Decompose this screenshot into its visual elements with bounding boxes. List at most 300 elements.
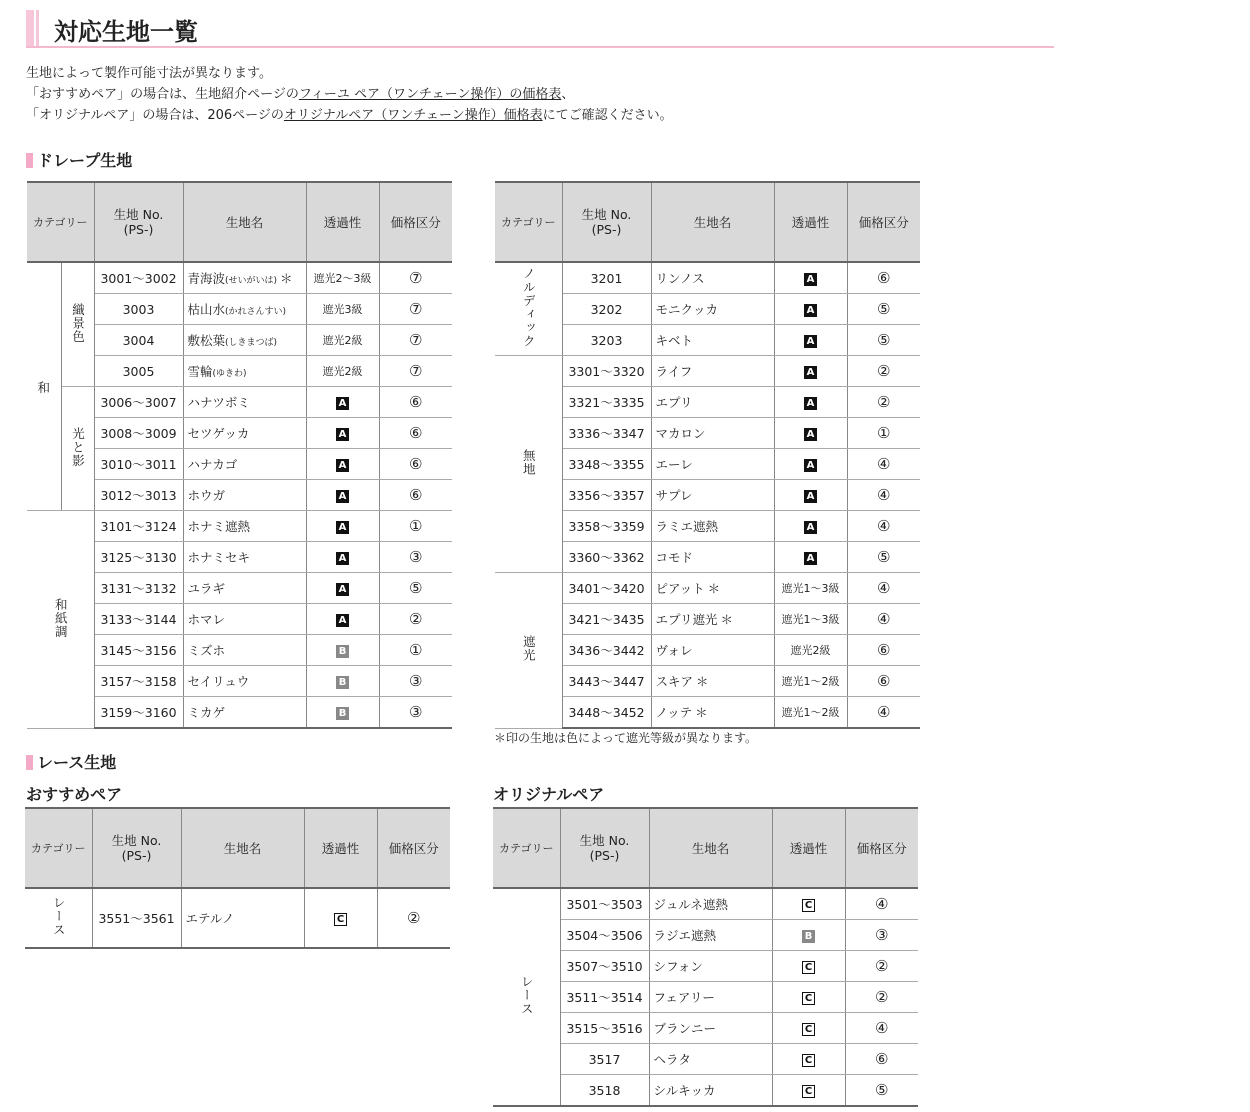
transmittance-badge-c: C [802, 899, 815, 912]
fabric-name [649, 982, 772, 1013]
transmittance [306, 387, 379, 418]
header-category-text: カテゴリー [30, 842, 86, 855]
fabric-name-kana: (せいがいは) [225, 276, 278, 286]
price-class-value: ② [875, 957, 889, 975]
transmittance-badge-a: A [336, 459, 349, 472]
transmittance-badge-a: A [804, 459, 817, 472]
price-class-value: ⑦ [409, 300, 423, 318]
fabric-name [183, 449, 306, 480]
transmittance [306, 418, 379, 449]
fabric-name-text: 敷松葉 [187, 333, 226, 348]
transmittance [306, 697, 379, 729]
fabric-name-text: リンノス [655, 271, 705, 286]
header-category [495, 182, 562, 262]
transmittance-badge-c: C [802, 1023, 815, 1036]
fabric-name [183, 325, 306, 356]
category-lace-text: レース [51, 896, 67, 937]
fabric-no: 3321～3335 [562, 387, 651, 418]
drape-table-left [27, 181, 452, 729]
intro-line-1: 生地によって製作可能寸法が異なります。 [26, 66, 272, 81]
fabric-name-text: コモド [655, 550, 694, 565]
transmittance [774, 294, 847, 325]
price-class [847, 511, 920, 542]
transmittance [774, 666, 847, 697]
title-bar [26, 10, 1054, 48]
price-class-value: ④ [877, 486, 891, 504]
intro-line-3-text: 「オリジナルペア」の場合は、206ページの [26, 108, 284, 123]
fabric-name-text: シルキッカ [653, 1083, 716, 1098]
price-class [845, 982, 918, 1013]
transmittance [772, 920, 845, 951]
fabric-name [649, 1075, 772, 1107]
fabric-no: 3511～3514 [560, 982, 649, 1013]
subcategory-shokkei-text: 織景色 [70, 302, 86, 344]
transmittance [306, 604, 379, 635]
header-name: 生地名 [181, 808, 304, 888]
fabric-name [183, 387, 306, 418]
price-class-value: ③ [875, 926, 889, 944]
fabric-name [651, 511, 774, 542]
fabric-no: 3336～3347 [562, 418, 651, 449]
fabric-name [651, 635, 774, 666]
table-row [495, 573, 920, 604]
fabric-no: 3010～3011 [94, 449, 183, 480]
fabric-name-text: エプリ [655, 395, 693, 410]
category-muji [495, 356, 562, 573]
fabric-no: 3003 [94, 294, 183, 325]
fabric-no: 3008～3009 [94, 418, 183, 449]
fabric-name [649, 920, 772, 951]
fabric-no: 3551～3561 [92, 888, 181, 948]
price-class [379, 387, 452, 418]
fabric-name-text: スキア [655, 674, 694, 689]
price-class [847, 418, 920, 449]
category-muji-text: 無地 [521, 449, 537, 476]
transmittance-badge-a: A [804, 552, 817, 565]
fabric-name [183, 480, 306, 511]
feel-pair-price-link[interactable]: フィーユ ペア（ワンチェーン操作）の価格表 [298, 87, 562, 102]
transmittance-badge-c: C [802, 1085, 815, 1098]
original-table [493, 807, 918, 1107]
fabric-no: 3201 [562, 262, 651, 294]
price-class-value: ⑥ [875, 1050, 889, 1068]
fabric-name [183, 262, 306, 294]
price-class [379, 635, 452, 666]
fabric-name [183, 666, 306, 697]
price-class [847, 449, 920, 480]
category-washi [27, 511, 94, 729]
fabric-name [183, 294, 306, 325]
transmittance-badge-a: A [336, 397, 349, 410]
fabric-no: 3133～3144 [94, 604, 183, 635]
transmittance-badge-a: A [804, 366, 817, 379]
fabric-name-text: エプリ遮光 [655, 612, 718, 627]
table-row [27, 262, 452, 294]
transmittance [306, 325, 379, 356]
transmittance-text: 遮光2～3級 [313, 272, 372, 285]
header-no-line2: (PS-) [121, 848, 152, 863]
fabric-name [651, 697, 774, 729]
fabric-name-text: ラミエ遮熱 [655, 519, 719, 534]
transmittance [774, 542, 847, 573]
transmittance [772, 982, 845, 1013]
fabric-name [183, 697, 306, 729]
fabric-name [651, 387, 774, 418]
transmittance [772, 951, 845, 982]
price-class [379, 418, 452, 449]
original-pair-price-link[interactable]: オリジナルペア（ワンチェーン操作）価格表 [283, 108, 543, 123]
fabric-no: 3157～3158 [94, 666, 183, 697]
price-class-value: ⑤ [877, 331, 891, 349]
transmittance-badge-c: C [802, 961, 815, 974]
price-class-value: ⑥ [877, 672, 891, 690]
fabric-name [651, 325, 774, 356]
fabric-no: 3301～3320 [562, 356, 651, 387]
category-wa-text: 和 [37, 379, 50, 395]
table-row [27, 511, 452, 542]
header-name: 生地名 [651, 182, 774, 262]
fabric-no: 3001～3002 [94, 262, 183, 294]
fabric-name [651, 480, 774, 511]
fabric-name-text: エーレ [655, 457, 693, 472]
price-class-value: ④ [875, 895, 889, 913]
header-no [560, 808, 649, 888]
header-no-line2: (PS-) [123, 222, 154, 237]
table-row [493, 888, 918, 920]
transmittance [306, 542, 379, 573]
price-class [847, 387, 920, 418]
fabric-name-text: 雪輪 [187, 364, 213, 379]
header-transmittance: 透過性 [304, 808, 377, 888]
intro-line-2-end: 、 [561, 87, 575, 102]
intro-text [26, 63, 673, 126]
price-class-value: ⑤ [409, 579, 423, 597]
transmittance-badge-b: B [802, 930, 815, 943]
fabric-no: 3443～3447 [562, 666, 651, 697]
price-class [847, 604, 920, 635]
price-class-value: ④ [877, 703, 891, 721]
fabric-name-text: サプレ [655, 488, 693, 503]
fabric-name-text: フェアリー [653, 990, 715, 1005]
header-no-line1: 生地 No. [111, 833, 162, 848]
fabric-name [183, 356, 306, 387]
star-mark: ＊ [720, 612, 734, 627]
transmittance [772, 1044, 845, 1075]
transmittance-text: 遮光2級 [790, 644, 831, 657]
transmittance-badge-a: A [336, 583, 349, 596]
category-nordic-text: ノルディック [521, 267, 537, 348]
header-category [27, 182, 94, 262]
transmittance-badge-a: A [804, 397, 817, 410]
price-class [379, 542, 452, 573]
header-category-text: カテゴリー [498, 842, 554, 855]
transmittance [774, 387, 847, 418]
transmittance [774, 356, 847, 387]
fabric-no: 3515～3516 [560, 1013, 649, 1044]
price-class-value: ② [409, 610, 423, 628]
price-class [379, 511, 452, 542]
fabric-name [651, 604, 774, 635]
category-washi-text: 和紙調 [53, 597, 69, 638]
transmittance [306, 635, 379, 666]
fabric-name [651, 294, 774, 325]
header-name: 生地名 [649, 808, 772, 888]
category-wa [27, 262, 61, 511]
subcategory-shokkei [61, 262, 94, 387]
table-row [27, 387, 452, 418]
fabric-name-text: ミカゲ [187, 705, 226, 720]
category-nordic [495, 262, 562, 356]
transmittance-badge-a: A [804, 521, 817, 534]
fabric-name-text: シフォン [653, 959, 703, 974]
page-title: 対応生地一覧 [54, 18, 198, 46]
fabric-name-text: 枯山水 [187, 302, 226, 317]
fabric-name-text: ノッテ [655, 705, 693, 720]
transmittance [304, 888, 377, 948]
fabric-no: 3125～3130 [94, 542, 183, 573]
header-price: 価格区分 [847, 182, 920, 262]
transmittance-badge-c: C [802, 1054, 815, 1067]
header-category [493, 808, 560, 888]
lace-heading [26, 750, 116, 773]
fabric-no: 3348～3355 [562, 449, 651, 480]
header-price: 価格区分 [845, 808, 918, 888]
price-class [847, 542, 920, 573]
price-class-value: ② [875, 988, 889, 1006]
category-lace-text: レース [519, 975, 535, 1016]
category-shako [495, 573, 562, 729]
fabric-name-text: ホウガ [187, 488, 226, 503]
price-class [847, 697, 920, 729]
fabric-name [183, 604, 306, 635]
transmittance-badge-c: C [802, 992, 815, 1005]
fabric-name-text: ホナミ遮熱 [187, 519, 251, 534]
fabric-no: 3159～3160 [94, 697, 183, 729]
header-price: 価格区分 [379, 182, 452, 262]
price-class-value: ⑤ [877, 300, 891, 318]
price-class [847, 356, 920, 387]
fabric-name-text: ミズホ [187, 643, 226, 658]
fabric-name [181, 888, 304, 948]
header-category-text: カテゴリー [32, 216, 88, 229]
price-class [845, 1013, 918, 1044]
intro-line-2 [26, 84, 673, 105]
price-class-value: ③ [409, 548, 423, 566]
title-accent [26, 10, 34, 46]
transmittance-badge-a: A [804, 304, 817, 317]
price-class-value: ① [877, 424, 891, 442]
fabric-name [651, 262, 774, 294]
transmittance [774, 262, 847, 294]
fabric-name-text: ハナツボミ [187, 395, 250, 410]
drape-heading-text: ドレープ生地 [37, 151, 133, 170]
fabric-no: 3101～3124 [94, 511, 183, 542]
fabric-name-text: ブランニー [653, 1021, 717, 1036]
fabric-no: 3356～3357 [562, 480, 651, 511]
transmittance-text: 遮光2級 [322, 334, 363, 347]
fabric-no: 3518 [560, 1075, 649, 1107]
fabric-name [651, 356, 774, 387]
table-row [495, 356, 920, 387]
transmittance [774, 480, 847, 511]
price-class-value: ③ [409, 703, 423, 721]
transmittance-badge-c: C [334, 913, 347, 926]
price-class-value: ④ [877, 517, 891, 535]
category-lace [493, 888, 560, 1106]
title-accent-thin [36, 10, 39, 46]
transmittance-text: 遮光1～3級 [781, 613, 840, 626]
intro-line-3-end: にてご確認ください。 [542, 108, 673, 123]
fabric-name-text: ユラギ [187, 581, 226, 596]
transmittance-text: 遮光1～2級 [781, 706, 840, 719]
price-class [847, 262, 920, 294]
transmittance [306, 262, 379, 294]
fabric-name-text: ライフ [655, 364, 693, 379]
fabric-name-text: キベト [655, 333, 694, 348]
star-mark: ＊ [696, 674, 709, 689]
price-class [379, 666, 452, 697]
fabric-name-text: ヴォレ [655, 643, 693, 658]
transmittance-badge-b: B [336, 645, 349, 658]
fabric-name-text: ホマレ [187, 612, 226, 627]
subcategory-hikari [61, 387, 94, 511]
fabric-name [649, 888, 772, 920]
star-mark: ＊ [280, 271, 293, 286]
price-class [845, 1044, 918, 1075]
fabric-name-kana: (かれさんすい) [225, 307, 287, 317]
fabric-name [183, 542, 306, 573]
fabric-no: 3501～3503 [560, 888, 649, 920]
lace-heading-text: レース生地 [37, 753, 117, 772]
subcategory-hikari-text: 光と影 [70, 426, 86, 468]
price-class [847, 480, 920, 511]
price-class [845, 920, 918, 951]
header-no [92, 808, 181, 888]
price-class-value: ② [877, 362, 891, 380]
price-class-value: ⑦ [409, 269, 423, 287]
price-class [377, 888, 450, 948]
header-category [25, 808, 92, 888]
price-class-value: ⑦ [409, 362, 423, 380]
transmittance-badge-a: A [336, 614, 349, 627]
price-class-value: ⑥ [409, 455, 423, 473]
price-class [845, 1075, 918, 1107]
header-no [94, 182, 183, 262]
osusume-heading: おすすめペア [26, 785, 123, 804]
price-class [379, 604, 452, 635]
transmittance [306, 294, 379, 325]
star-mark: ＊ [707, 581, 721, 596]
fabric-name-text: マカロン [655, 426, 706, 441]
fabric-no: 3436～3442 [562, 635, 651, 666]
price-class [847, 325, 920, 356]
price-class [379, 573, 452, 604]
price-class-value: ② [407, 909, 421, 927]
price-class [379, 262, 452, 294]
transmittance [774, 573, 847, 604]
fabric-name-kana: (しきまつば) [225, 338, 278, 348]
fabric-name [649, 1013, 772, 1044]
header-category-text: カテゴリー [500, 216, 556, 229]
drape-heading [26, 148, 132, 171]
price-class-value: ⑥ [409, 424, 423, 442]
heading-marker [26, 755, 33, 770]
transmittance-badge-a: A [336, 552, 349, 565]
fabric-no: 3358～3359 [562, 511, 651, 542]
fabric-no: 3203 [562, 325, 651, 356]
fabric-name-text: セイリュウ [187, 674, 250, 689]
price-class-value: ⑥ [409, 393, 423, 411]
transmittance-badge-a: A [804, 335, 817, 348]
transmittance-text: 遮光3級 [322, 303, 363, 316]
fabric-name [183, 573, 306, 604]
fabric-name [183, 635, 306, 666]
transmittance [306, 480, 379, 511]
fabric-no: 3507～3510 [560, 951, 649, 982]
price-class [379, 449, 452, 480]
transmittance-text: 遮光1～3級 [781, 582, 840, 595]
transmittance [306, 511, 379, 542]
fabric-name [183, 418, 306, 449]
transmittance [774, 635, 847, 666]
price-class [845, 888, 918, 920]
transmittance-badge-a: A [804, 490, 817, 503]
fabric-no: 3006～3007 [94, 387, 183, 418]
transmittance [774, 325, 847, 356]
header-no-line2: (PS-) [591, 222, 622, 237]
category-shako-text: 遮光 [521, 635, 537, 663]
fabric-no: 3005 [94, 356, 183, 387]
fabric-name-text: ラジエ遮熱 [653, 928, 717, 943]
price-class [847, 573, 920, 604]
fabric-name [651, 449, 774, 480]
intro-line-2-text: 「おすすめペア」の場合は、生地紹介ページの [26, 87, 299, 102]
price-class-value: ④ [877, 455, 891, 473]
fabric-no: 3145～3156 [94, 635, 183, 666]
fabric-name-text: 青海波 [187, 271, 226, 286]
transmittance [774, 449, 847, 480]
fabric-no: 3421～3435 [562, 604, 651, 635]
transmittance-badge-b: B [336, 676, 349, 689]
fabric-no: 3448～3452 [562, 697, 651, 729]
fabric-name-text: エテルノ [185, 911, 235, 926]
transmittance [774, 418, 847, 449]
table-row [495, 262, 920, 294]
transmittance-text: 遮光1～2級 [781, 675, 840, 688]
fabric-name-kana: (ゆきわ) [212, 369, 247, 379]
price-class [379, 325, 452, 356]
transmittance [774, 511, 847, 542]
price-class-value: ⑥ [877, 269, 891, 287]
price-class-value: ① [409, 517, 423, 535]
price-class [379, 480, 452, 511]
price-class-value: ⑤ [877, 548, 891, 566]
fabric-no: 3004 [94, 325, 183, 356]
header-name: 生地名 [183, 182, 306, 262]
transmittance-badge-a: A [804, 273, 817, 286]
price-class [379, 697, 452, 729]
price-class [847, 294, 920, 325]
fabric-name [651, 573, 774, 604]
header-no-line2: (PS-) [589, 848, 620, 863]
transmittance [774, 697, 847, 729]
price-class-value: ① [409, 641, 423, 659]
fabric-no: 3517 [560, 1044, 649, 1075]
fabric-name [649, 951, 772, 982]
intro-line-3 [26, 105, 673, 126]
header-no-line1: 生地 No. [113, 207, 164, 222]
transmittance-badge-a: A [804, 428, 817, 441]
